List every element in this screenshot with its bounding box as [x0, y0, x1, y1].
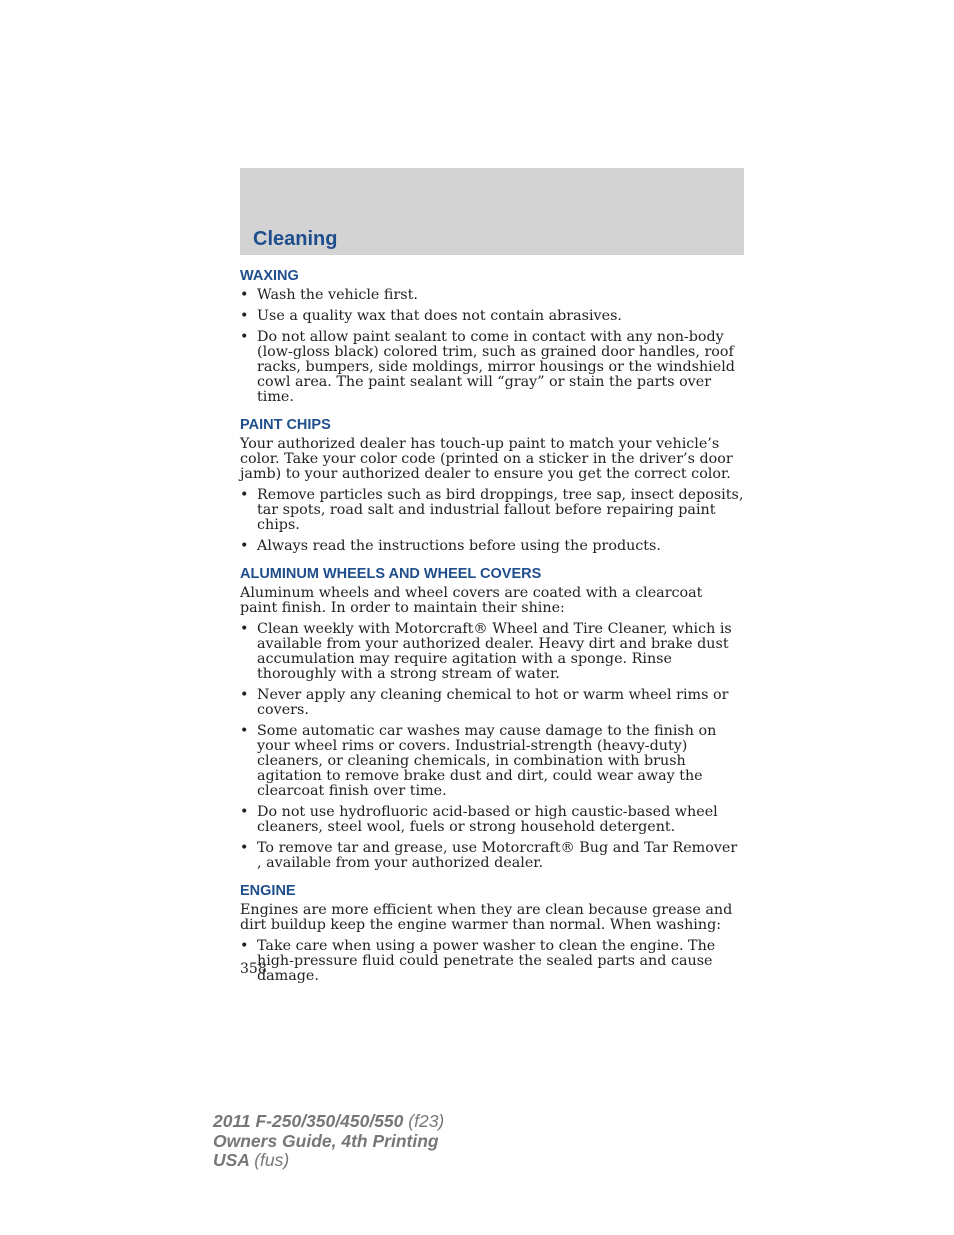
wheels-list	[240, 622, 744, 871]
page-number: 358	[240, 961, 267, 977]
list-item: • Always read the instructions before using the products.	[240, 539, 744, 554]
list-item: • Do not allow paint sealant to come in contact with any non-body (low-gloss black) colored trim, such as grained door handles, roof racks, bumpers, side moldings, mirror housings or the windshield cowl area. The paint sealant will “gray” or stain the parts over time.	[240, 330, 744, 405]
footer-line-3	[213, 1151, 444, 1171]
footer-market: USA	[213, 1150, 250, 1170]
footer-model-code: (f23)	[408, 1111, 445, 1131]
footer-market-code: (fus)	[254, 1150, 290, 1170]
list-item: • To remove tar and grease, use Motorcraft® Bug and Tar Remover , available from your authorized dealer.	[240, 841, 744, 871]
page-content	[240, 266, 744, 984]
waxing-list	[240, 288, 744, 405]
wheels-intro: Aluminum wheels and wheel covers are coated with a clearcoat paint finish. In order to maintain their shine:	[240, 585, 703, 616]
footer-model: 2011 F-250/350/450/550	[213, 1111, 404, 1131]
list-item: • Do not use hydrofluoric acid-based or high caustic-based wheel cleaners, steel wool, fuels or strong household detergent.	[240, 805, 744, 835]
list-item: • Some automatic car washes may cause damage to the finish on your wheel rims or covers. Industrial-strength (heavy-duty) cleaners, or cleaning chemicals, in combination with brush agitation to remove brake dust and dirt, could wear away the clearcoat finish over time.	[240, 724, 744, 799]
list-item: • Take care when using a power washer to clean the engine. The high-pressure fluid could penetrate the sealed parts and cause damage.	[240, 939, 744, 984]
paint-chips-intro: Your authorized dealer has touch-up paint to match your vehicle’s color. Take your color code (printed on a sticker in the driver’s door jamb) to your authorized dealer to ensure you get the correct color.	[240, 436, 733, 482]
engine-list	[240, 939, 744, 984]
waxing-heading: WAXING	[240, 268, 299, 284]
footer-line-1	[213, 1112, 444, 1132]
paint-chips-heading: PAINT CHIPS	[240, 417, 331, 433]
section-header-band	[240, 168, 744, 255]
document-footer	[213, 1112, 444, 1171]
list-item: • Remove particles such as bird droppings, tree sap, insect deposits, tar spots, road salt and industrial fallout before repairing paint chips.	[240, 488, 744, 533]
list-item: • Use a quality wax that does not contain abrasives.	[240, 309, 744, 324]
engine-intro: Engines are more efficient when they are clean because grease and dirt buildup keep the engine warmer than normal. When washing:	[240, 902, 733, 933]
wheels-heading: ALUMINUM WHEELS AND WHEEL COVERS	[240, 566, 542, 582]
section-title: Cleaning	[253, 228, 338, 250]
engine-heading: ENGINE	[240, 883, 296, 899]
list-item: • Clean weekly with Motorcraft® Wheel and Tire Cleaner, which is available from your authorized dealer. Heavy dirt and brake dust accumulation may require agitation with a sponge. Rinse thoroughly with a strong stream of water.	[240, 622, 744, 682]
list-item: • Never apply any cleaning chemical to hot or warm wheel rims or covers.	[240, 688, 744, 718]
paint-chips-list	[240, 488, 744, 554]
list-item: • Wash the vehicle first.	[240, 288, 744, 303]
footer-line-2: Owners Guide, 4th Printing	[213, 1130, 439, 1151]
